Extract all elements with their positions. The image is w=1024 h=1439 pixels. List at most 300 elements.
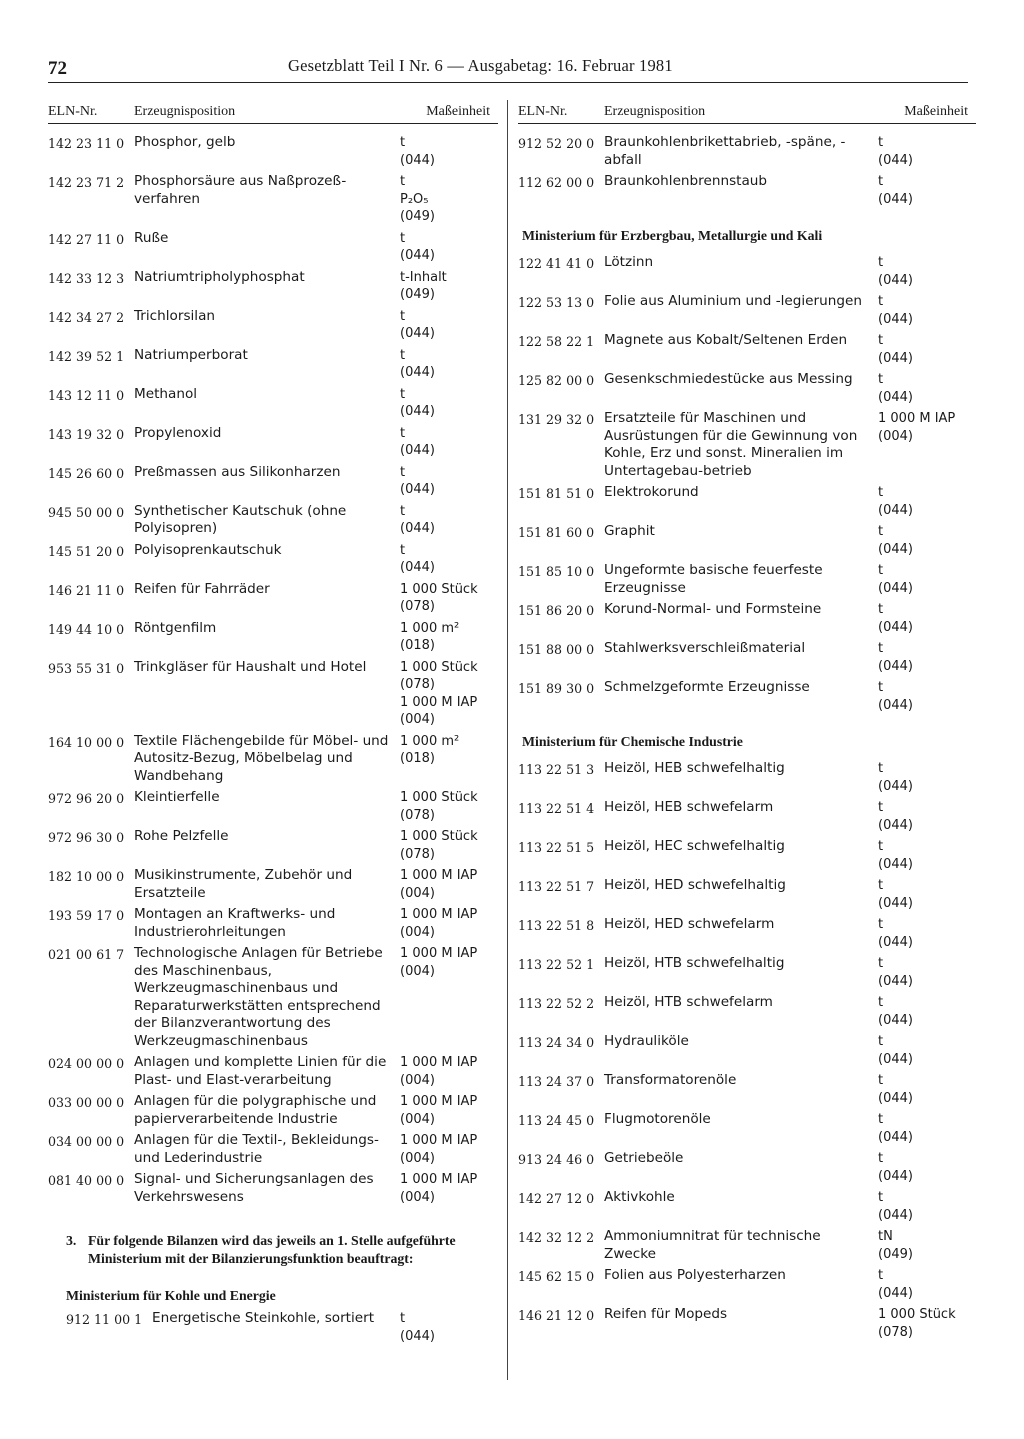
column-header bbox=[518, 96, 976, 124]
table-row bbox=[48, 269, 498, 304]
product-position: Signal- und Sicherungsanlagen des Verkehrswesens bbox=[134, 1171, 374, 1205]
unit-code: (044) bbox=[400, 404, 435, 419]
unit-value: 1 000 M IAP bbox=[400, 1133, 478, 1148]
unit-value: t bbox=[878, 839, 884, 854]
product-position: Phosphor, gelb bbox=[134, 134, 236, 150]
product-position: Heizöl, HTB schwefelarm bbox=[604, 994, 773, 1010]
unit-code: (044) bbox=[400, 443, 435, 458]
unit-value: 1 000 m² bbox=[400, 733, 460, 749]
eln-number: 113 22 51 4 bbox=[518, 801, 595, 816]
table-row bbox=[518, 877, 976, 912]
eln-number: 151 81 60 0 bbox=[518, 525, 595, 540]
unit-of-measure bbox=[400, 230, 498, 265]
unit-value: t bbox=[400, 174, 406, 189]
table-row bbox=[48, 906, 498, 941]
unit-of-measure bbox=[400, 1093, 498, 1128]
eln-number: 081 40 00 0 bbox=[48, 1173, 125, 1188]
product-position: Flugmotorenöle bbox=[604, 1111, 711, 1127]
unit-of-measure bbox=[878, 955, 976, 990]
eln-number: 912 11 00 1 bbox=[66, 1312, 143, 1327]
unit-of-measure bbox=[400, 542, 498, 577]
unit-code: P₂O₅ bbox=[400, 191, 429, 207]
unit-value: 1 000 Stück bbox=[878, 1307, 956, 1322]
product-position: Heizöl, HEB schwefelarm bbox=[604, 799, 774, 815]
unit-code: (078) bbox=[400, 677, 435, 692]
unit-value: t bbox=[878, 563, 884, 578]
product-position: Natriumtripholyphosphat bbox=[134, 268, 305, 285]
unit-code: (044) bbox=[878, 934, 913, 950]
eln-number: 024 00 00 0 bbox=[48, 1056, 125, 1071]
table-row bbox=[518, 799, 976, 834]
eln-number: 912 52 20 0 bbox=[518, 136, 595, 151]
coal-entry-list bbox=[48, 1310, 498, 1345]
unit-of-measure bbox=[878, 484, 976, 519]
unit-of-measure bbox=[400, 503, 498, 538]
eln-number: 113 24 37 0 bbox=[518, 1074, 595, 1089]
unit-code: (044) bbox=[878, 311, 913, 327]
unit-value: t bbox=[878, 602, 884, 617]
table-row bbox=[518, 955, 976, 990]
unit-of-measure bbox=[400, 173, 498, 226]
column-header bbox=[48, 96, 498, 124]
eln-number: 145 51 20 0 bbox=[48, 543, 125, 559]
unit-code: (049) bbox=[400, 287, 435, 302]
table-row bbox=[518, 523, 976, 558]
table-row bbox=[48, 1054, 498, 1089]
unit-of-measure bbox=[878, 760, 976, 795]
table-row bbox=[48, 945, 498, 1050]
unit-of-measure bbox=[400, 386, 498, 421]
unit-value: t bbox=[400, 1311, 406, 1326]
unit-value: t bbox=[878, 1073, 884, 1088]
eln-number: 972 96 30 0 bbox=[48, 830, 125, 845]
unit-of-measure bbox=[878, 679, 976, 714]
product-position: Polyisoprenkautschuk bbox=[134, 541, 282, 558]
product-position: Energetische Steinkohle, sortiert bbox=[152, 1310, 375, 1326]
eln-number: 142 39 52 1 bbox=[48, 348, 125, 364]
unit-of-measure bbox=[878, 332, 976, 367]
unit-of-measure bbox=[400, 945, 498, 1050]
unit-of-measure bbox=[400, 1171, 498, 1206]
unit-value: t bbox=[878, 956, 884, 971]
product-position: Reifen für Fahrräder bbox=[134, 580, 270, 597]
unit-code: (004) bbox=[400, 1189, 435, 1205]
unit-of-measure bbox=[878, 1072, 976, 1107]
unit-code: (044) bbox=[878, 619, 913, 635]
product-position: Anlagen für die Textil-, Bekleidungs- und Lederindustrie bbox=[134, 1132, 379, 1166]
table-row bbox=[518, 601, 976, 636]
unit-value: t bbox=[400, 347, 406, 363]
eln-number: 151 85 10 0 bbox=[518, 564, 595, 579]
unit-code: (004) bbox=[400, 1072, 435, 1088]
table-row bbox=[518, 760, 976, 795]
product-position: Heizöl, HEB schwefelhaltig bbox=[604, 760, 785, 776]
unit-value: t bbox=[878, 641, 884, 656]
eln-number: 164 10 00 0 bbox=[48, 734, 125, 750]
ore-entry-list bbox=[518, 254, 976, 714]
unit-value: t bbox=[878, 333, 884, 348]
unit-of-measure bbox=[400, 1132, 498, 1167]
unit-code: (044) bbox=[400, 248, 435, 263]
unit-of-measure bbox=[400, 1310, 498, 1345]
table-row bbox=[66, 1310, 498, 1345]
product-position: Anlagen und komplette Linien für die Plast- und Elast-verarbeitung bbox=[134, 1054, 387, 1088]
unit-code: (004) bbox=[400, 924, 435, 940]
unit-of-measure bbox=[878, 1111, 976, 1146]
unit-of-measure bbox=[400, 581, 498, 616]
unit-value: t bbox=[400, 503, 406, 519]
unit-value: t bbox=[400, 135, 406, 150]
unit-code: (044) bbox=[400, 521, 435, 536]
product-position: Röntgenfilm bbox=[134, 619, 217, 636]
product-position: Propylenoxid bbox=[134, 424, 222, 441]
eln-number: 112 62 00 0 bbox=[518, 175, 595, 190]
unit-code: (044) bbox=[878, 895, 913, 911]
unit-code: (044) bbox=[878, 1168, 913, 1184]
eln-number: 113 24 45 0 bbox=[518, 1113, 595, 1128]
table-row bbox=[48, 386, 498, 421]
product-position: Folien aus Polyesterharzen bbox=[604, 1267, 786, 1283]
unit-of-measure bbox=[878, 523, 976, 558]
unit-code: (078) bbox=[400, 807, 435, 823]
product-position: Getriebeöle bbox=[604, 1150, 684, 1166]
eln-number: 142 23 11 0 bbox=[48, 136, 125, 151]
unit-value: t bbox=[400, 230, 406, 246]
unit-value: 1 000 M IAP bbox=[878, 411, 956, 426]
eln-number: 113 22 52 2 bbox=[518, 996, 595, 1011]
unit-value: 1 000 M IAP bbox=[400, 946, 478, 961]
eln-number: 142 33 12 3 bbox=[48, 270, 125, 286]
unit-of-measure bbox=[400, 789, 498, 824]
ministry-heading: Ministerium für Erzbergbau, Metallurgie und Kali bbox=[522, 228, 823, 243]
eln-number: 122 53 13 0 bbox=[518, 295, 595, 310]
unit-code: (078) bbox=[400, 846, 435, 862]
eln-number: 142 27 12 0 bbox=[518, 1191, 595, 1206]
table-row bbox=[518, 1033, 976, 1068]
unit-of-measure bbox=[400, 347, 498, 382]
unit-of-measure bbox=[400, 269, 498, 304]
unit-of-measure bbox=[878, 293, 976, 328]
eln-number: 151 89 30 0 bbox=[518, 681, 595, 696]
product-position: Heizöl, HTB schwefelhaltig bbox=[604, 955, 785, 971]
unit-value: t bbox=[878, 1268, 884, 1283]
unit-of-measure bbox=[878, 799, 976, 834]
table-row bbox=[48, 347, 498, 382]
table-row bbox=[48, 733, 498, 786]
unit-value: t bbox=[878, 680, 884, 695]
page-header bbox=[48, 56, 968, 83]
product-position: Ammoniumnitrat für technische Zwecke bbox=[604, 1228, 821, 1262]
eln-number: 142 23 71 2 bbox=[48, 175, 125, 190]
unit-of-measure bbox=[878, 1228, 976, 1263]
unit-code: (044) bbox=[878, 389, 913, 405]
unit-value: t bbox=[400, 308, 406, 324]
table-row bbox=[518, 562, 976, 597]
product-position: Musikinstrumente, Zubehör und Ersatzteile bbox=[134, 867, 353, 901]
unit-value: t bbox=[878, 524, 884, 539]
table-row bbox=[518, 134, 976, 169]
table-row bbox=[48, 503, 498, 538]
table-row bbox=[518, 254, 976, 289]
eln-number: 142 34 27 2 bbox=[48, 309, 125, 325]
right-entry-list bbox=[518, 134, 976, 208]
unit-of-measure bbox=[400, 828, 498, 863]
table-row bbox=[48, 620, 498, 655]
left-entry-list bbox=[48, 134, 498, 1206]
product-position: Magnete aus Kobalt/Seltenen Erden bbox=[604, 332, 848, 348]
unit-header: Maßeinheit bbox=[904, 104, 968, 119]
eln-header: ELN-Nr. bbox=[518, 104, 568, 119]
unit-value: t bbox=[878, 1034, 884, 1049]
unit-code: (044) bbox=[400, 326, 435, 341]
unit-value: t bbox=[878, 135, 884, 150]
unit-of-measure bbox=[878, 1033, 976, 1068]
unit-of-measure bbox=[400, 620, 498, 655]
unit-value: t bbox=[878, 800, 884, 815]
product-position: Heizöl, HEC schwefelhaltig bbox=[604, 838, 785, 854]
eln-number: 151 88 00 0 bbox=[518, 642, 595, 657]
unit-value: t bbox=[878, 995, 884, 1010]
product-position: Aktivkohle bbox=[604, 1189, 675, 1205]
unit-value: t-Inhalt bbox=[400, 269, 447, 285]
table-row bbox=[48, 425, 498, 460]
eln-number: 151 81 51 0 bbox=[518, 486, 595, 501]
unit-of-measure bbox=[878, 1306, 976, 1341]
page-title: Gesetzblatt Teil I Nr. 6 — Ausgabetag: 16. Februar 1981 bbox=[288, 56, 673, 75]
left-column bbox=[48, 96, 498, 1345]
unit-value: tN bbox=[878, 1229, 893, 1244]
unit-code: (044) bbox=[878, 1012, 913, 1028]
unit-of-measure bbox=[878, 254, 976, 289]
product-position: Korund-Normal- und Formsteine bbox=[604, 601, 822, 617]
unit-code: (044) bbox=[878, 697, 913, 713]
unit-code: (049) bbox=[878, 1246, 913, 1262]
unit-value: 1 000 M IAP bbox=[400, 694, 478, 710]
eln-number: 131 29 32 0 bbox=[518, 412, 595, 427]
product-position: Lötzinn bbox=[604, 254, 654, 270]
table-row bbox=[518, 293, 976, 328]
product-position: Kleintierfelle bbox=[134, 789, 220, 805]
eln-number: 953 55 31 0 bbox=[48, 660, 125, 676]
unit-code: (044) bbox=[878, 1285, 913, 1301]
unit-value: t bbox=[878, 761, 884, 776]
table-row bbox=[48, 581, 498, 616]
unit-of-measure bbox=[878, 1189, 976, 1224]
table-row bbox=[48, 308, 498, 343]
product-position: Ungeformte basische feuerfeste Erzeugnisse bbox=[604, 562, 823, 596]
table-row bbox=[518, 410, 976, 480]
unit-code: (044) bbox=[878, 1090, 913, 1106]
product-position: Ruße bbox=[134, 229, 169, 246]
unit-of-measure bbox=[878, 916, 976, 951]
unit-code: (044) bbox=[878, 1051, 913, 1067]
unit-of-measure bbox=[878, 173, 976, 208]
unit-value: 1 000 M IAP bbox=[400, 907, 478, 922]
product-position: Anlagen für die polygraphische und papierverarbeitende Industrie bbox=[134, 1093, 377, 1127]
product-position: Rohe Pelzfelle bbox=[134, 828, 229, 844]
unit-code: (044) bbox=[878, 152, 913, 168]
table-row bbox=[518, 173, 976, 208]
unit-value: 1 000 Stück bbox=[400, 581, 478, 597]
unit-code: (044) bbox=[878, 856, 913, 872]
eln-number: 021 00 61 7 bbox=[48, 947, 125, 962]
table-row bbox=[518, 1150, 976, 1185]
table-row bbox=[518, 1306, 976, 1341]
eln-number: 146 21 11 0 bbox=[48, 582, 125, 598]
table-row bbox=[518, 916, 976, 951]
eln-header: ELN-Nr. bbox=[48, 104, 98, 119]
unit-value: 1 000 M IAP bbox=[400, 1094, 478, 1109]
unit-of-measure bbox=[878, 1267, 976, 1302]
product-position: Stahlwerksverschleißmaterial bbox=[604, 640, 806, 656]
unit-code: (078) bbox=[400, 599, 435, 614]
table-row bbox=[48, 867, 498, 902]
unit-value: t bbox=[878, 1151, 884, 1166]
product-position: Graphit bbox=[604, 523, 655, 539]
unit-value: t bbox=[878, 878, 884, 893]
unit-code: (044) bbox=[878, 350, 913, 366]
eln-number: 145 26 60 0 bbox=[48, 465, 125, 481]
unit-of-measure bbox=[400, 464, 498, 499]
unit-of-measure bbox=[878, 562, 976, 597]
unit-value: t bbox=[878, 1112, 884, 1127]
unit-of-measure bbox=[878, 410, 976, 480]
product-position: Montagen an Kraftwerks- und Industrierohrleitungen bbox=[134, 906, 336, 940]
product-position: Hydrauliköle bbox=[604, 1033, 689, 1049]
unit-code: (044) bbox=[400, 560, 435, 575]
section-3-note bbox=[66, 1232, 498, 1268]
unit-of-measure bbox=[878, 640, 976, 675]
unit-code: (044) bbox=[878, 658, 913, 674]
table-row bbox=[518, 994, 976, 1029]
unit-code: (044) bbox=[878, 502, 913, 518]
unit-of-measure bbox=[878, 371, 976, 406]
table-row bbox=[48, 789, 498, 824]
unit-value: t bbox=[400, 386, 406, 402]
eln-number: 146 21 12 0 bbox=[518, 1308, 595, 1323]
product-position: Heizöl, HED schwefelarm bbox=[604, 916, 775, 932]
unit-of-measure bbox=[878, 877, 976, 912]
table-row bbox=[518, 484, 976, 519]
table-row bbox=[48, 230, 498, 265]
unit-of-measure bbox=[400, 1054, 498, 1089]
unit-of-measure bbox=[878, 134, 976, 169]
unit-value: (049) bbox=[400, 209, 435, 224]
eln-number: 143 19 32 0 bbox=[48, 426, 125, 442]
unit-of-measure bbox=[400, 425, 498, 460]
product-position: Elektrokorund bbox=[604, 484, 699, 500]
table-row bbox=[518, 1111, 976, 1146]
unit-code: (044) bbox=[878, 541, 913, 557]
product-position: Gesenkschmiedestücke aus Messing bbox=[604, 371, 853, 387]
product-position: Synthetischer Kautschuk (ohne Polyisopren) bbox=[134, 502, 347, 536]
eln-number: 113 24 34 0 bbox=[518, 1035, 595, 1050]
unit-code: (018) bbox=[400, 638, 435, 653]
table-row bbox=[518, 1189, 976, 1224]
chem-entry-list bbox=[518, 760, 976, 1341]
unit-value: t bbox=[878, 255, 884, 270]
product-position: Trinkgläser für Haushalt und Hotel bbox=[134, 658, 367, 675]
eln-number: 125 82 00 0 bbox=[518, 373, 595, 388]
eln-number: 151 86 20 0 bbox=[518, 603, 595, 618]
unit-of-measure bbox=[400, 308, 498, 343]
unit-of-measure bbox=[400, 867, 498, 902]
product-position: Technologische Anlagen für Betriebe des Maschinenbaus, Werkzeugmaschinenbaus und Reparaturwerkstätten entsprechend der Bilanzverantwortung des Werkzeugmaschinenbaus bbox=[134, 945, 383, 1049]
unit-value: t bbox=[878, 1190, 884, 1205]
unit-value: t bbox=[878, 917, 884, 932]
eln-number: 113 22 52 1 bbox=[518, 957, 595, 972]
unit-code: (004) bbox=[400, 885, 435, 901]
product-position: Schmelzgeformte Erzeugnisse bbox=[604, 679, 810, 695]
table-row bbox=[518, 640, 976, 675]
table-row bbox=[48, 659, 498, 729]
eln-number: 034 00 00 0 bbox=[48, 1134, 125, 1149]
table-row bbox=[48, 828, 498, 863]
product-position: Trichlorsilan bbox=[134, 307, 216, 324]
unit-value: 1 000 Stück bbox=[400, 829, 478, 844]
unit-of-measure bbox=[400, 906, 498, 941]
unit-value: 1 000 Stück bbox=[400, 790, 478, 805]
product-position: Phosphorsäure aus Naßprozeß-verfahren bbox=[134, 173, 347, 207]
unit-code: (044) bbox=[878, 580, 913, 596]
unit-value: 1 000 M IAP bbox=[400, 1055, 478, 1070]
eln-number: 149 44 10 0 bbox=[48, 621, 125, 637]
unit-of-measure bbox=[878, 838, 976, 873]
product-position: Folie aus Aluminium und -legierungen bbox=[604, 293, 862, 309]
unit-of-measure bbox=[400, 659, 498, 729]
unit-of-measure bbox=[400, 134, 498, 169]
table-row bbox=[48, 1093, 498, 1128]
eln-number: 122 41 41 0 bbox=[518, 256, 595, 271]
ministry-heading: Ministerium für Chemische Industrie bbox=[522, 734, 743, 749]
product-position: Heizöl, HED schwefelhaltig bbox=[604, 877, 786, 893]
eln-number: 142 27 11 0 bbox=[48, 231, 125, 247]
eln-number: 122 58 22 1 bbox=[518, 334, 595, 349]
unit-code: (044) bbox=[878, 1129, 913, 1145]
unit-code: (004) bbox=[400, 712, 435, 727]
unit-value: t bbox=[878, 485, 884, 500]
unit-code: (004) bbox=[400, 1150, 435, 1166]
product-position: Reifen für Mopeds bbox=[604, 1306, 728, 1322]
unit-code: (044) bbox=[878, 272, 913, 288]
unit-code: (018) bbox=[400, 751, 435, 766]
product-position: Ersatzteile für Maschinen und Ausrüstungen für die Gewinnung von Kohle, Erz und sonst. Mineralien im Untertagebau-betrieb bbox=[604, 410, 858, 479]
unit-code: (044) bbox=[878, 778, 913, 794]
unit-value: 1 000 m² bbox=[400, 620, 460, 636]
unit-code: (044) bbox=[878, 973, 913, 989]
ministry-heading: Ministerium für Kohle und Energie bbox=[66, 1288, 276, 1303]
unit-code: (004) bbox=[400, 963, 435, 979]
table-row bbox=[518, 679, 976, 714]
table-row bbox=[48, 1132, 498, 1167]
section-text: Für folgende Bilanzen wird das jeweils an 1. Stelle aufgeführte Ministerium mit der Bilanzierungsfunktion beauftragt: bbox=[88, 1233, 456, 1266]
table-row bbox=[518, 1228, 976, 1263]
table-row bbox=[518, 1267, 976, 1302]
unit-value: t bbox=[878, 174, 884, 189]
unit-header: Maßeinheit bbox=[426, 104, 490, 119]
eln-number: 972 96 20 0 bbox=[48, 791, 125, 806]
section-number: 3. bbox=[66, 1233, 77, 1248]
unit-value: 1 000 M IAP bbox=[400, 868, 478, 883]
unit-value: t bbox=[878, 372, 884, 387]
unit-code: (044) bbox=[400, 1328, 435, 1344]
unit-of-measure bbox=[878, 994, 976, 1029]
eln-number: 113 22 51 3 bbox=[518, 762, 595, 777]
product-position: Transformatorenöle bbox=[604, 1072, 737, 1088]
column-divider bbox=[507, 100, 508, 1380]
unit-value: t bbox=[878, 294, 884, 309]
unit-of-measure bbox=[878, 1150, 976, 1185]
